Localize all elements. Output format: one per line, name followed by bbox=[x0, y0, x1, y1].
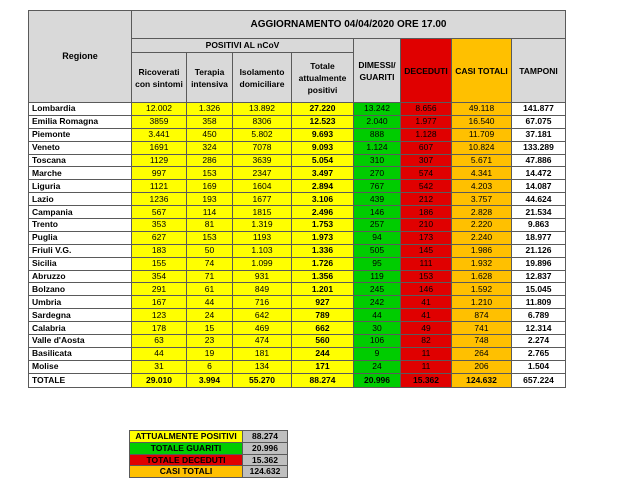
summary-label: TOTALE GUARITI bbox=[130, 442, 243, 454]
region-name: Veneto bbox=[29, 141, 132, 154]
tamponi-value: 14.472 bbox=[512, 167, 566, 180]
terapia-value: 24 bbox=[187, 309, 233, 322]
region-name: Sicilia bbox=[29, 257, 132, 270]
totale-positivi-value: 662 bbox=[292, 322, 354, 335]
summary-row-deceduti bbox=[130, 454, 288, 466]
casi-totali-value: 4.341 bbox=[452, 167, 512, 180]
casi-totali-value: 1.932 bbox=[452, 257, 512, 270]
totale-positivi-value: 2.894 bbox=[292, 180, 354, 193]
deceduti-value: 1.128 bbox=[401, 128, 452, 141]
tamponi-value: 12.314 bbox=[512, 322, 566, 335]
isolamento-value: 1.103 bbox=[233, 244, 292, 257]
summary-row-guariti bbox=[130, 442, 288, 454]
terapia-value: 1.326 bbox=[187, 103, 233, 116]
casi-totali-value: 1.628 bbox=[452, 270, 512, 283]
summary-value: 88.274 bbox=[243, 431, 288, 443]
isolamento-value: 1815 bbox=[233, 206, 292, 219]
tamponi-value: 14.087 bbox=[512, 180, 566, 193]
deceduti-value: 82 bbox=[401, 335, 452, 348]
totale-isolamento-value: 55.270 bbox=[233, 373, 292, 387]
casi-totali-value: 2.240 bbox=[452, 231, 512, 244]
terapia-value: 169 bbox=[187, 180, 233, 193]
region-name: Friuli V.G. bbox=[29, 244, 132, 257]
table-row bbox=[29, 206, 566, 219]
terapia-value: 44 bbox=[187, 296, 233, 309]
guariti-value: 257 bbox=[354, 219, 401, 232]
isolamento-value: 1677 bbox=[233, 193, 292, 206]
ricoverati-value: 291 bbox=[132, 283, 187, 296]
region-name: Abruzzo bbox=[29, 270, 132, 283]
guariti-value: 44 bbox=[354, 309, 401, 322]
region-name: Lazio bbox=[29, 193, 132, 206]
ricoverati-value: 1691 bbox=[132, 141, 187, 154]
isolamento-value: 134 bbox=[233, 360, 292, 373]
terapia-value: 23 bbox=[187, 335, 233, 348]
region-name: Valle d'Aosta bbox=[29, 335, 132, 348]
casi-totali-value: 741 bbox=[452, 322, 512, 335]
terapia-value: 286 bbox=[187, 154, 233, 167]
totale-positivi-value: 789 bbox=[292, 309, 354, 322]
header-positivi-group: POSITIVI AL nCoV bbox=[132, 39, 354, 53]
table-row bbox=[29, 322, 566, 335]
totale-positivi-value: 5.054 bbox=[292, 154, 354, 167]
guariti-value: 270 bbox=[354, 167, 401, 180]
tamponi-value: 9.863 bbox=[512, 219, 566, 232]
tamponi-value: 141.877 bbox=[512, 103, 566, 116]
terapia-value: 153 bbox=[187, 167, 233, 180]
deceduti-value: 186 bbox=[401, 206, 452, 219]
ricoverati-value: 31 bbox=[132, 360, 187, 373]
region-name: Calabria bbox=[29, 322, 132, 335]
deceduti-value: 146 bbox=[401, 283, 452, 296]
deceduti-value: 153 bbox=[401, 270, 452, 283]
tamponi-value: 21.126 bbox=[512, 244, 566, 257]
guariti-value: 94 bbox=[354, 231, 401, 244]
casi-totali-value: 5.671 bbox=[452, 154, 512, 167]
deceduti-value: 41 bbox=[401, 296, 452, 309]
table-row bbox=[29, 154, 566, 167]
guariti-value: 245 bbox=[354, 283, 401, 296]
terapia-value: 450 bbox=[187, 128, 233, 141]
tamponi-value: 18.977 bbox=[512, 231, 566, 244]
guariti-value: 119 bbox=[354, 270, 401, 283]
ricoverati-value: 3859 bbox=[132, 115, 187, 128]
totale-positivi-value: 27.220 bbox=[292, 103, 354, 116]
guariti-value: 310 bbox=[354, 154, 401, 167]
summary-value: 124.632 bbox=[243, 466, 288, 478]
isolamento-value: 5.802 bbox=[233, 128, 292, 141]
totale-positivi-value: 171 bbox=[292, 360, 354, 373]
terapia-value: 15 bbox=[187, 322, 233, 335]
tamponi-value: 12.837 bbox=[512, 270, 566, 283]
guariti-value: 24 bbox=[354, 360, 401, 373]
guariti-value: 767 bbox=[354, 180, 401, 193]
ricoverati-value: 123 bbox=[132, 309, 187, 322]
region-name: Marche bbox=[29, 167, 132, 180]
totale-tamponi-value: 657.224 bbox=[512, 373, 566, 387]
ricoverati-value: 1129 bbox=[132, 154, 187, 167]
terapia-value: 153 bbox=[187, 231, 233, 244]
deceduti-value: 607 bbox=[401, 141, 452, 154]
isolamento-value: 1.319 bbox=[233, 219, 292, 232]
totale-positivi-value: 244 bbox=[292, 347, 354, 360]
summary-label: CASI TOTALI bbox=[130, 466, 243, 478]
summary-row-positivi bbox=[130, 431, 288, 443]
covid-regional-table bbox=[28, 10, 566, 388]
casi-totali-value: 1.986 bbox=[452, 244, 512, 257]
isolamento-value: 7078 bbox=[233, 141, 292, 154]
terapia-value: 71 bbox=[187, 270, 233, 283]
ricoverati-value: 1121 bbox=[132, 180, 187, 193]
table-row bbox=[29, 167, 566, 180]
guariti-value: 505 bbox=[354, 244, 401, 257]
region-name: Puglia bbox=[29, 231, 132, 244]
ricoverati-value: 997 bbox=[132, 167, 187, 180]
region-name: Toscana bbox=[29, 154, 132, 167]
deceduti-value: 11 bbox=[401, 360, 452, 373]
terapia-value: 81 bbox=[187, 219, 233, 232]
isolamento-value: 13.892 bbox=[233, 103, 292, 116]
deceduti-value: 145 bbox=[401, 244, 452, 257]
totale-positivi-value: 927 bbox=[292, 296, 354, 309]
deceduti-value: 210 bbox=[401, 219, 452, 232]
casi-totali-value: 2.828 bbox=[452, 206, 512, 219]
deceduti-value: 1.977 bbox=[401, 115, 452, 128]
totale-ricoverati-value: 29.010 bbox=[132, 373, 187, 387]
casi-totali-value: 10.824 bbox=[452, 141, 512, 154]
terapia-value: 324 bbox=[187, 141, 233, 154]
table-row bbox=[29, 347, 566, 360]
totale-label: TOTALE bbox=[29, 373, 132, 387]
isolamento-value: 716 bbox=[233, 296, 292, 309]
totale-positivi-value: 1.726 bbox=[292, 257, 354, 270]
casi-totali-value: 16.540 bbox=[452, 115, 512, 128]
summary-row-casi bbox=[130, 466, 288, 478]
totale-positivi-value: 1.973 bbox=[292, 231, 354, 244]
ricoverati-value: 155 bbox=[132, 257, 187, 270]
isolamento-value: 8306 bbox=[233, 115, 292, 128]
header-casi-totali: CASI TOTALI bbox=[452, 39, 512, 103]
ricoverati-value: 354 bbox=[132, 270, 187, 283]
table-row bbox=[29, 141, 566, 154]
header-terapia: Terapia intensiva bbox=[187, 53, 233, 103]
guariti-value: 106 bbox=[354, 335, 401, 348]
terapia-value: 61 bbox=[187, 283, 233, 296]
totale-positivi-value: 3.497 bbox=[292, 167, 354, 180]
ricoverati-value: 183 bbox=[132, 244, 187, 257]
totale-positivi-value: 3.106 bbox=[292, 193, 354, 206]
isolamento-value: 469 bbox=[233, 322, 292, 335]
terapia-value: 114 bbox=[187, 206, 233, 219]
casi-totali-value: 264 bbox=[452, 347, 512, 360]
isolamento-value: 642 bbox=[233, 309, 292, 322]
totale-deceduti-value: 15.362 bbox=[401, 373, 452, 387]
totale-positivi-value: 560 bbox=[292, 335, 354, 348]
region-name: Piemonte bbox=[29, 128, 132, 141]
region-name: Emilia Romagna bbox=[29, 115, 132, 128]
guariti-value: 242 bbox=[354, 296, 401, 309]
ricoverati-value: 353 bbox=[132, 219, 187, 232]
header-tamponi: TAMPONI bbox=[512, 39, 566, 103]
table-row bbox=[29, 283, 566, 296]
table-row bbox=[29, 257, 566, 270]
casi-totali-value: 1.210 bbox=[452, 296, 512, 309]
guariti-value: 13.242 bbox=[354, 103, 401, 116]
totale-terapia-value: 3.994 bbox=[187, 373, 233, 387]
totale-casi-totali-value: 124.632 bbox=[452, 373, 512, 387]
header-dimessi: DIMESSI/ GUARITI bbox=[354, 39, 401, 103]
casi-totali-value: 206 bbox=[452, 360, 512, 373]
casi-totali-value: 2.220 bbox=[452, 219, 512, 232]
casi-totali-value: 11.709 bbox=[452, 128, 512, 141]
tamponi-value: 1.504 bbox=[512, 360, 566, 373]
totale-positivi-value: 1.753 bbox=[292, 219, 354, 232]
table-row bbox=[29, 309, 566, 322]
guariti-value: 30 bbox=[354, 322, 401, 335]
deceduti-value: 49 bbox=[401, 322, 452, 335]
table-row bbox=[29, 335, 566, 348]
deceduti-value: 173 bbox=[401, 231, 452, 244]
ricoverati-value: 3.441 bbox=[132, 128, 187, 141]
isolamento-value: 3639 bbox=[233, 154, 292, 167]
totale-positivi-value: 12.523 bbox=[292, 115, 354, 128]
guariti-value: 146 bbox=[354, 206, 401, 219]
tamponi-value: 67.075 bbox=[512, 115, 566, 128]
isolamento-value: 1.099 bbox=[233, 257, 292, 270]
tamponi-value: 21.534 bbox=[512, 206, 566, 219]
deceduti-value: 11 bbox=[401, 347, 452, 360]
table-row bbox=[29, 115, 566, 128]
guariti-value: 439 bbox=[354, 193, 401, 206]
totale-positivi-value: 1.201 bbox=[292, 283, 354, 296]
tamponi-value: 2.274 bbox=[512, 335, 566, 348]
header-isolamento: Isolamento domiciliare bbox=[233, 53, 292, 103]
isolamento-value: 2347 bbox=[233, 167, 292, 180]
totale-guariti-value: 20.996 bbox=[354, 373, 401, 387]
isolamento-value: 474 bbox=[233, 335, 292, 348]
terapia-value: 50 bbox=[187, 244, 233, 257]
totale-positivi-value: 1.336 bbox=[292, 244, 354, 257]
header-ricoverati: Ricoverati con sintomi bbox=[132, 53, 187, 103]
isolamento-value: 1604 bbox=[233, 180, 292, 193]
tamponi-value: 37.181 bbox=[512, 128, 566, 141]
terapia-value: 193 bbox=[187, 193, 233, 206]
totale-positivi-value: 9.693 bbox=[292, 128, 354, 141]
totale-positivi-value: 9.093 bbox=[292, 141, 354, 154]
deceduti-value: 111 bbox=[401, 257, 452, 270]
tamponi-value: 2.765 bbox=[512, 347, 566, 360]
casi-totali-value: 3.757 bbox=[452, 193, 512, 206]
summary-value: 15.362 bbox=[243, 454, 288, 466]
casi-totali-value: 49.118 bbox=[452, 103, 512, 116]
table-row bbox=[29, 103, 566, 116]
deceduti-value: 212 bbox=[401, 193, 452, 206]
region-name: Campania bbox=[29, 206, 132, 219]
casi-totali-value: 748 bbox=[452, 335, 512, 348]
region-name: Bolzano bbox=[29, 283, 132, 296]
region-name: Lombardia bbox=[29, 103, 132, 116]
casi-totali-value: 4.203 bbox=[452, 180, 512, 193]
guariti-value: 95 bbox=[354, 257, 401, 270]
terapia-value: 6 bbox=[187, 360, 233, 373]
header-regione: Regione bbox=[29, 11, 132, 103]
deceduti-value: 8.656 bbox=[401, 103, 452, 116]
region-name: Trento bbox=[29, 219, 132, 232]
summary-value: 20.996 bbox=[243, 442, 288, 454]
casi-totali-value: 874 bbox=[452, 309, 512, 322]
terapia-value: 358 bbox=[187, 115, 233, 128]
table-row bbox=[29, 296, 566, 309]
ricoverati-value: 44 bbox=[132, 347, 187, 360]
isolamento-value: 849 bbox=[233, 283, 292, 296]
summary-label: TOTALE DECEDUTI bbox=[130, 454, 243, 466]
totale-positivi-value: 1.356 bbox=[292, 270, 354, 283]
ricoverati-value: 1236 bbox=[132, 193, 187, 206]
tamponi-value: 44.624 bbox=[512, 193, 566, 206]
table-row bbox=[29, 128, 566, 141]
tamponi-value: 11.809 bbox=[512, 296, 566, 309]
table-row bbox=[29, 360, 566, 373]
header-totale-positivi: Totale attualmente positivi bbox=[292, 53, 354, 103]
header-deceduti: DECEDUTI bbox=[401, 39, 452, 103]
region-name: Liguria bbox=[29, 180, 132, 193]
isolamento-value: 181 bbox=[233, 347, 292, 360]
deceduti-value: 307 bbox=[401, 154, 452, 167]
region-name: Sardegna bbox=[29, 309, 132, 322]
ricoverati-value: 178 bbox=[132, 322, 187, 335]
guariti-value: 888 bbox=[354, 128, 401, 141]
region-name: Basilicata bbox=[29, 347, 132, 360]
tamponi-value: 6.789 bbox=[512, 309, 566, 322]
ricoverati-value: 12.002 bbox=[132, 103, 187, 116]
totale-positivi-value: 2.496 bbox=[292, 206, 354, 219]
guariti-value: 9 bbox=[354, 347, 401, 360]
ricoverati-value: 167 bbox=[132, 296, 187, 309]
tamponi-value: 15.045 bbox=[512, 283, 566, 296]
isolamento-value: 931 bbox=[233, 270, 292, 283]
table-row bbox=[29, 219, 566, 232]
totale-row bbox=[29, 373, 566, 387]
deceduti-value: 41 bbox=[401, 309, 452, 322]
deceduti-value: 574 bbox=[401, 167, 452, 180]
terapia-value: 74 bbox=[187, 257, 233, 270]
table-row bbox=[29, 231, 566, 244]
header-title: AGGIORNAMENTO 04/04/2020 ORE 17.00 bbox=[132, 11, 566, 39]
table-row bbox=[29, 193, 566, 206]
deceduti-value: 542 bbox=[401, 180, 452, 193]
tamponi-value: 133.289 bbox=[512, 141, 566, 154]
guariti-value: 1.124 bbox=[354, 141, 401, 154]
ricoverati-value: 567 bbox=[132, 206, 187, 219]
summary-label: ATTUALMENTE POSITIVI bbox=[130, 431, 243, 443]
summary-table bbox=[129, 430, 288, 478]
isolamento-value: 1193 bbox=[233, 231, 292, 244]
tamponi-value: 47.886 bbox=[512, 154, 566, 167]
table-row bbox=[29, 244, 566, 257]
guariti-value: 2.040 bbox=[354, 115, 401, 128]
ricoverati-value: 63 bbox=[132, 335, 187, 348]
tamponi-value: 19.896 bbox=[512, 257, 566, 270]
region-name: Umbria bbox=[29, 296, 132, 309]
table-row bbox=[29, 270, 566, 283]
table-row bbox=[29, 180, 566, 193]
totale-totale-positivi-value: 88.274 bbox=[292, 373, 354, 387]
ricoverati-value: 627 bbox=[132, 231, 187, 244]
casi-totali-value: 1.592 bbox=[452, 283, 512, 296]
region-name: Molise bbox=[29, 360, 132, 373]
terapia-value: 19 bbox=[187, 347, 233, 360]
